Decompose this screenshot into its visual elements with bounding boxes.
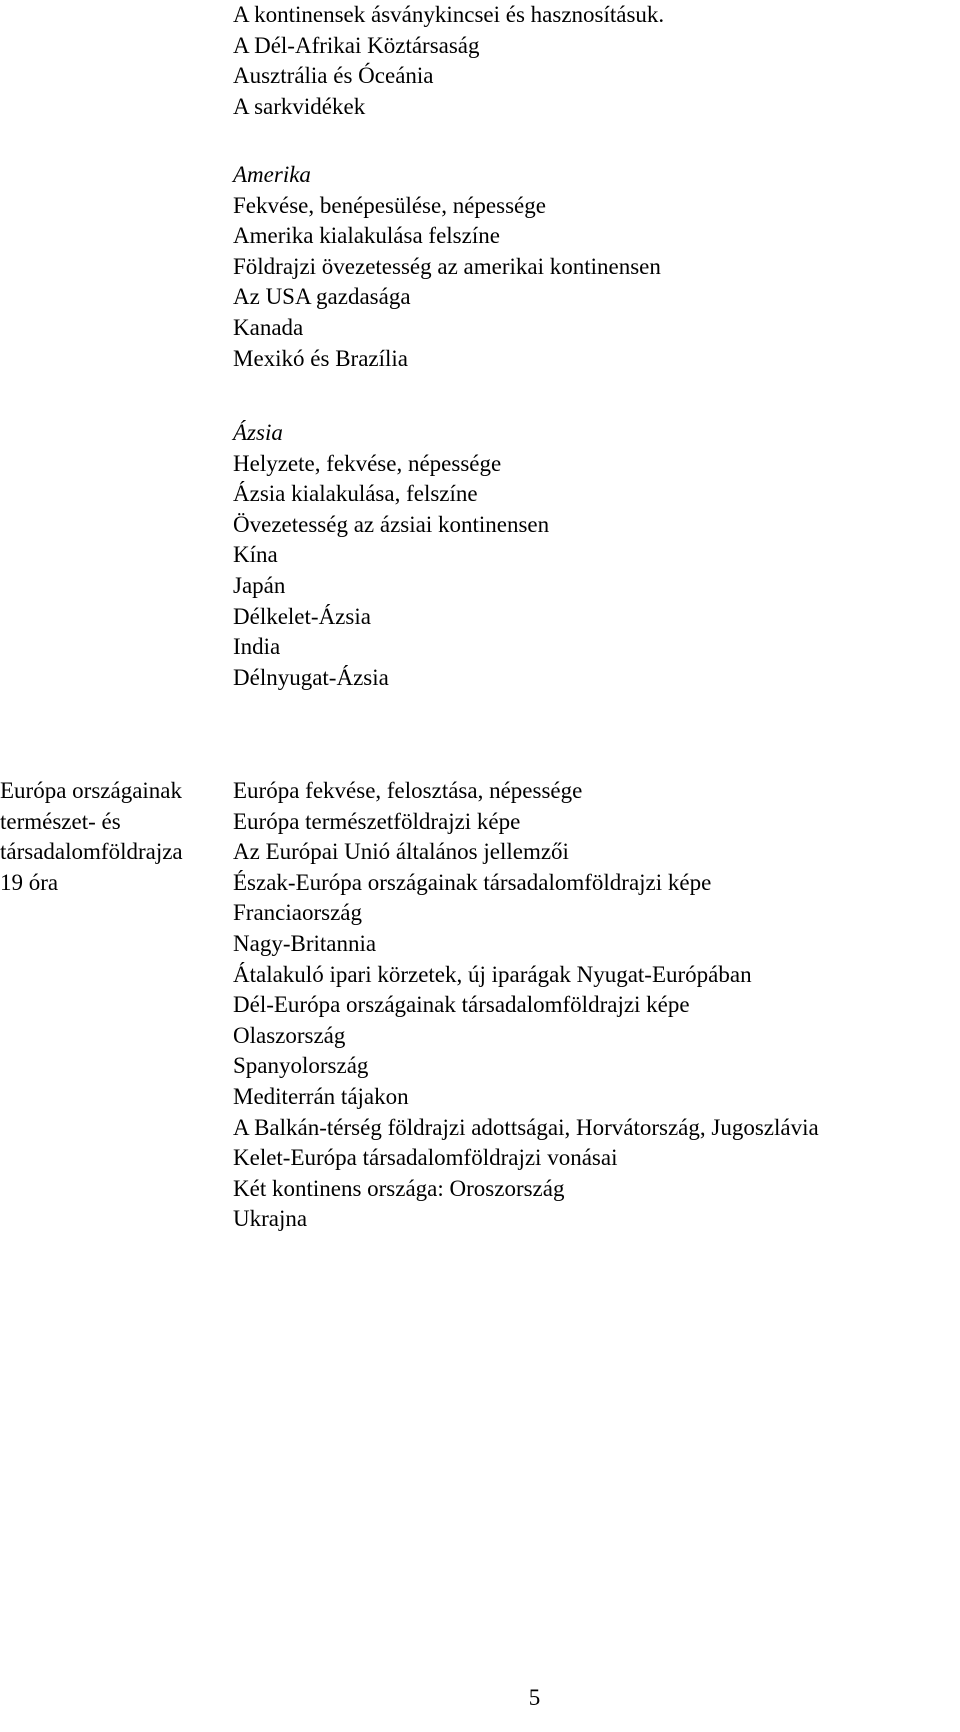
- topic-line: A Dél-Afrikai Köztársaság: [233, 32, 480, 58]
- topic-line: Nagy-Britannia: [233, 930, 377, 956]
- topic-line: India: [233, 634, 281, 660]
- topic-line: Délkelet-Ázsia: [233, 603, 371, 629]
- topic-line: Európa természetföldrajzi képe: [233, 808, 521, 834]
- topic-line: Kelet-Európa társadalomföldrajzi vonásai: [233, 1145, 618, 1171]
- topic-line: Délnyugat-Ázsia: [233, 664, 389, 690]
- topic-line: Franciaország: [233, 900, 362, 926]
- topic-line: Olaszország: [233, 1022, 346, 1048]
- europa-section-label: [0, 776, 230, 898]
- topic-line: Az Európai Unió általános jellemzői: [233, 839, 569, 865]
- topic-line: Amerika kialakulása felszíne: [233, 223, 500, 249]
- topic-line: Övezetesség az ázsiai kontinensen: [233, 511, 550, 537]
- section-heading-amerika: Amerika: [233, 162, 311, 187]
- topic-line: Kanada: [233, 314, 304, 340]
- topic-line: Spanyolország: [233, 1053, 369, 1079]
- topic-line: Mediterrán tájakon: [233, 1083, 409, 1109]
- topic-line: Ausztrália és Óceánia: [233, 63, 434, 89]
- topic-line: Földrajzi övezetesség az amerikai kontinensen: [233, 253, 661, 279]
- topic-line: Észak-Európa országainak társadalomföldrajzi képe: [233, 869, 712, 895]
- topic-line: Európa fekvése, felosztása, népessége: [233, 778, 583, 803]
- topic-line: Mexikó és Brazília: [233, 345, 409, 371]
- topic-line: Az USA gazdasága: [233, 284, 411, 310]
- section-heading-azsia: Ázsia: [233, 420, 283, 445]
- label-line: Európa országainak: [0, 778, 183, 803]
- topic-line: A Balkán-térség földrajzi adottságai, Horvátország, Jugoszlávia: [233, 1114, 819, 1140]
- page-number: 5: [528, 1685, 541, 1710]
- europa-section: [233, 776, 953, 1235]
- topic-line: Kína: [233, 542, 278, 568]
- topic-line: A kontinensek ásványkincsei és hasznosításuk.: [233, 2, 665, 27]
- hours-label: 19 óra: [0, 869, 59, 895]
- topic-line: A sarkvidékek: [233, 93, 366, 119]
- label-line: természet- és: [0, 808, 121, 834]
- topic-line: Fekvése, benépesülése, népessége: [233, 192, 546, 218]
- top-topic-list: [233, 0, 953, 122]
- amerika-section: [233, 160, 953, 374]
- topic-line: Ázsia kialakulása, felszíne: [233, 481, 478, 507]
- topic-line: Ukrajna: [233, 1206, 308, 1232]
- topic-line: Japán: [233, 572, 286, 598]
- azsia-section: [233, 418, 953, 693]
- topic-line: Helyzete, fekvése, népessége: [233, 450, 502, 476]
- topic-line: Két kontinens országa: Oroszország: [233, 1175, 565, 1201]
- topic-line: Átalakuló ipari körzetek, új iparágak Nyugat-Európában: [233, 961, 752, 987]
- topic-line: Dél-Európa országainak társadalomföldrajzi képe: [233, 992, 690, 1018]
- label-line: társadalomföldrajza: [0, 839, 183, 865]
